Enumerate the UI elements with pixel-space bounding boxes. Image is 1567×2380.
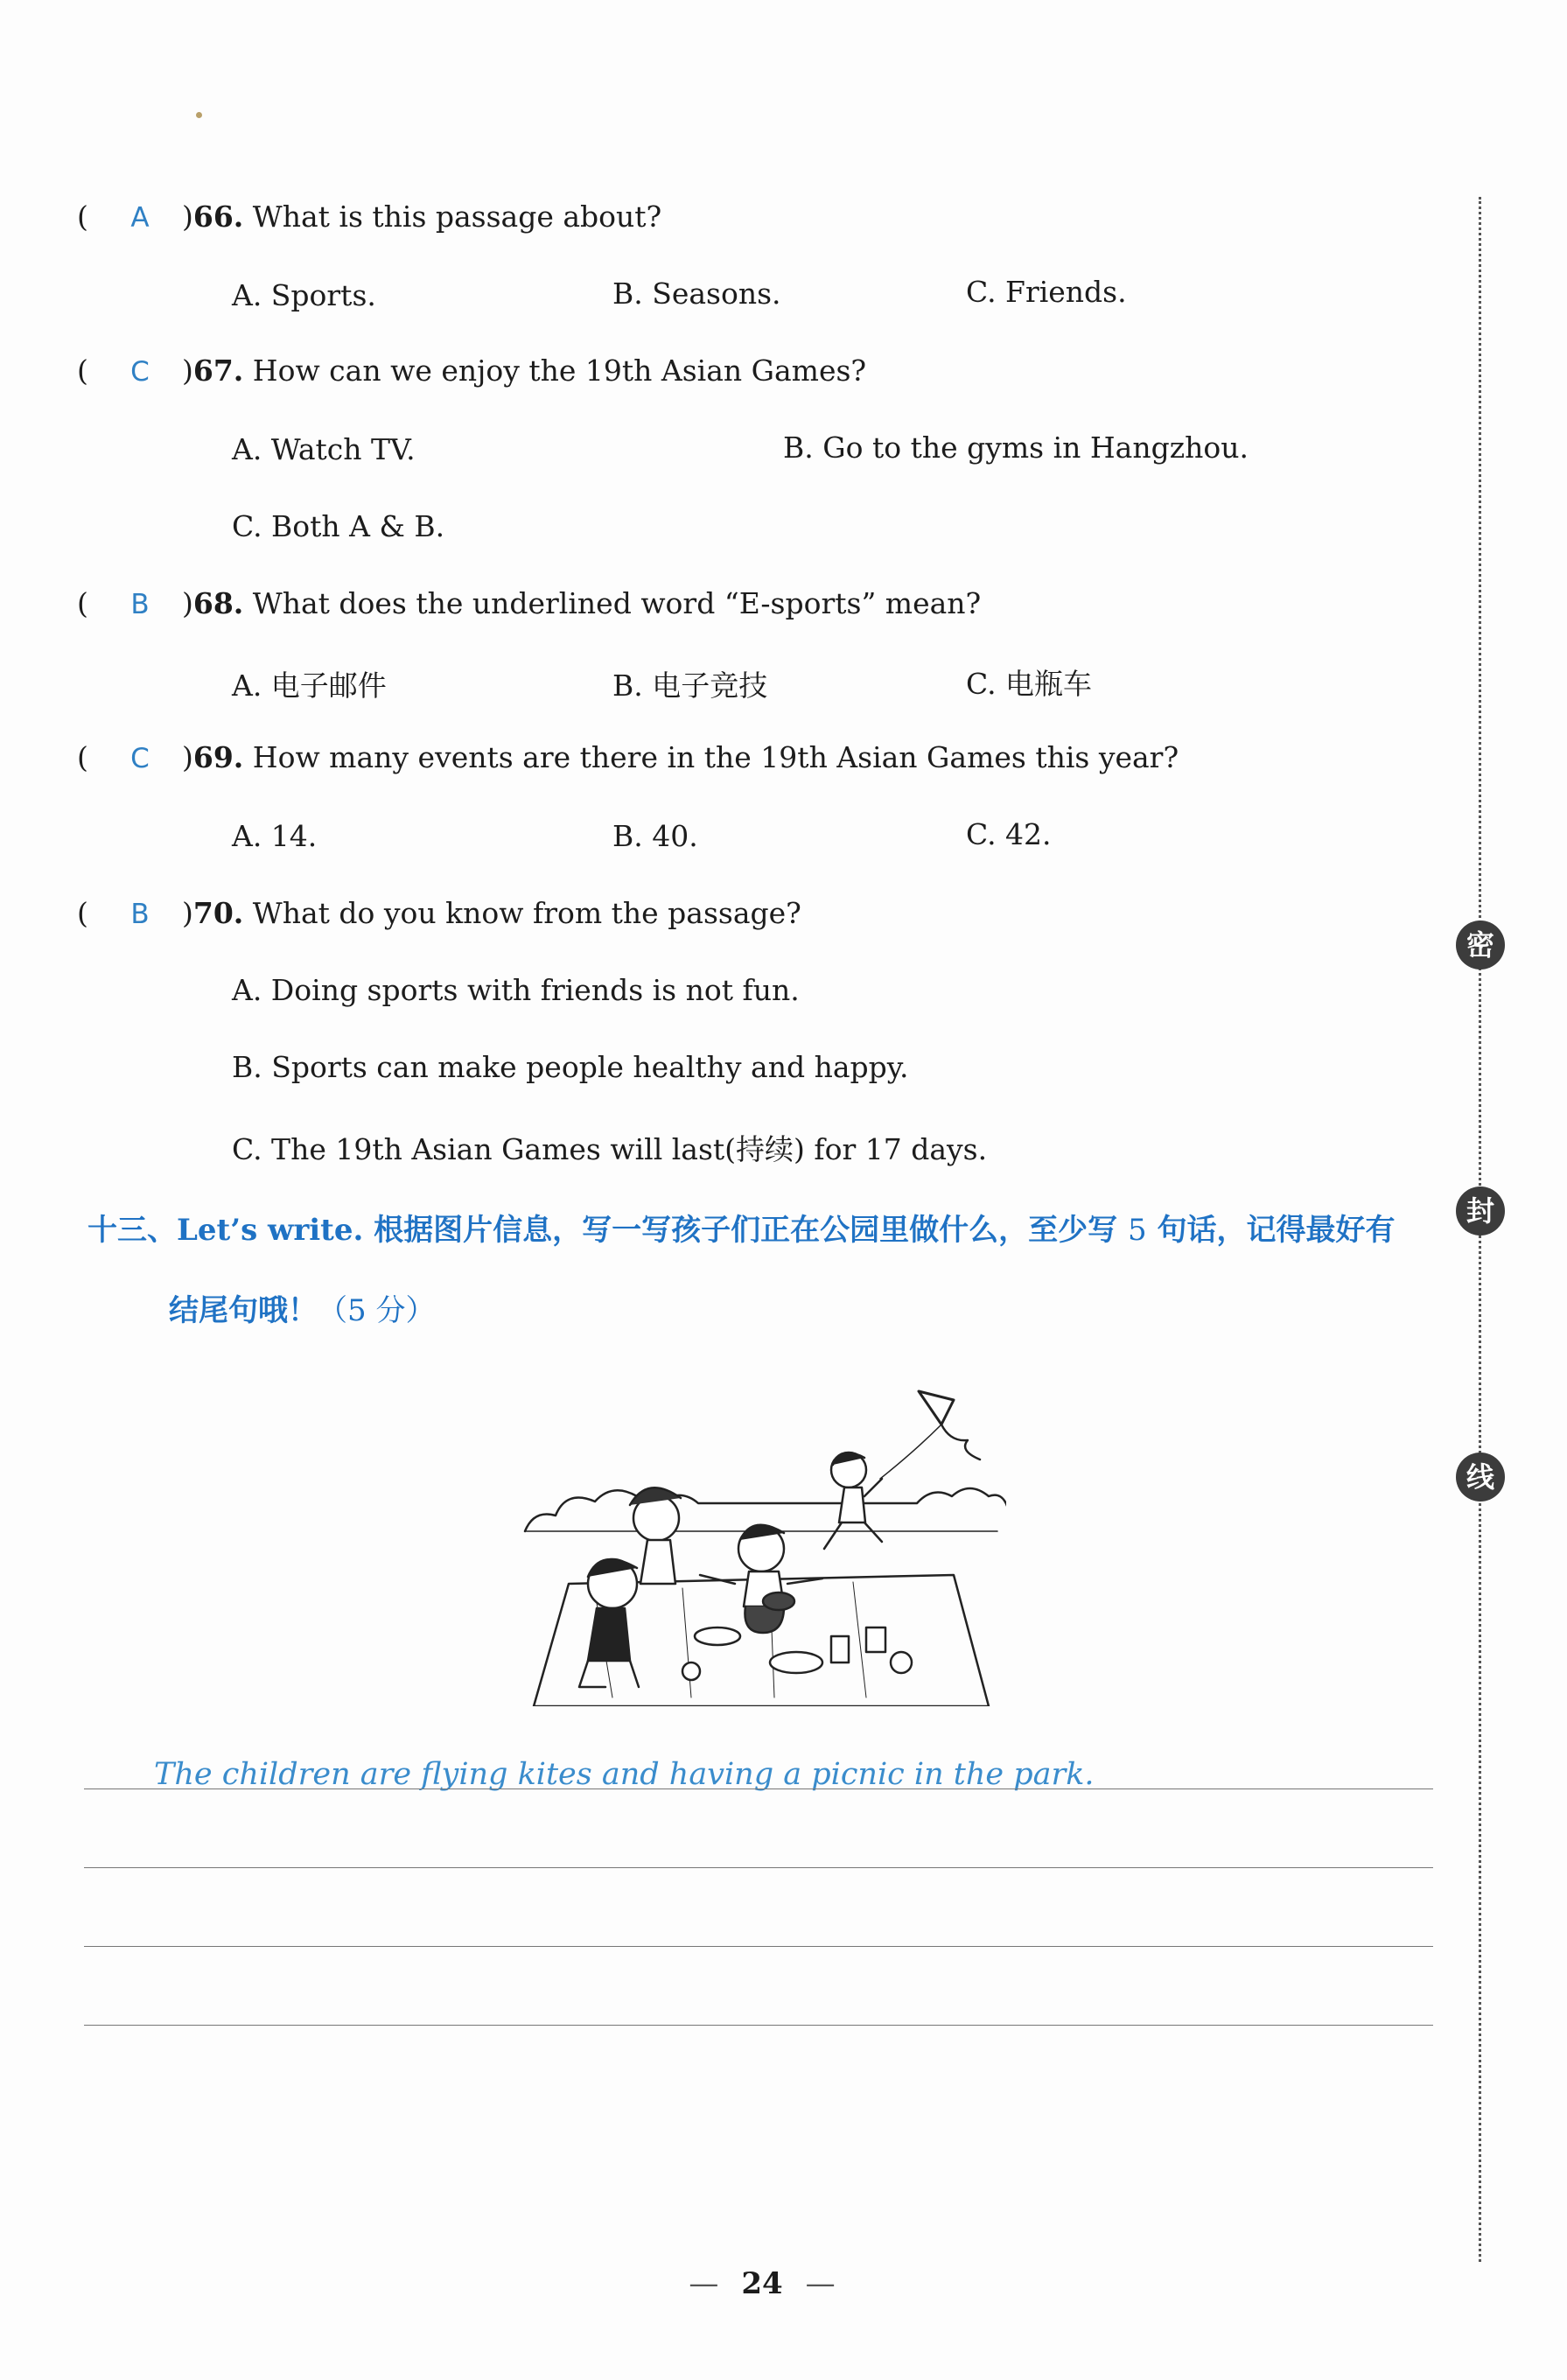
option-67-c: C. Both A & B. [232, 509, 445, 543]
question-text: What does the underlined word “E-sports” mean? [252, 586, 982, 620]
writing-line [84, 1788, 1433, 1789]
seal-xian: 线 [1456, 1452, 1505, 1502]
answer-mark: B [130, 589, 150, 620]
option-67-b: B. Go to the gyms in Hangzhou. [783, 430, 1249, 465]
option-67-a: A. Watch TV. [232, 432, 416, 466]
answer-sentence: The children are flying kites and having a picnic in the park. [154, 1757, 1095, 1792]
page-number: — 24 — [689, 2266, 836, 2301]
option-69-c: C. 42. [966, 817, 1052, 851]
option-66-b: B. Seasons. [612, 276, 781, 311]
section-heading-cont: 结尾句哦！（5 分） [169, 1293, 436, 1328]
question-text: How many events are there in the 19th Asian Games this year? [252, 740, 1179, 774]
writing-line [84, 2025, 1433, 2026]
question-70: ( B )70. What do you know from the passage? [77, 896, 801, 930]
question-text: What is this passage about? [252, 200, 662, 234]
answer-mark: B [130, 899, 150, 930]
answer-mark: C [130, 743, 150, 774]
option-69-b: B. 40. [612, 819, 698, 853]
option-68-b: B. 电子竞技 [612, 668, 768, 703]
option-69-a: A. 14. [232, 819, 318, 853]
section-heading: 十三、Let’s write. 根据图片信息，写一写孩子们正在公园里做什么，至少写 5 句话，记得最好有 [87, 1213, 1396, 1248]
option-66-a: A. Sports. [232, 278, 376, 312]
answer-mark: A [130, 202, 150, 234]
ink-dot [196, 112, 202, 118]
writing-line [84, 1946, 1433, 1947]
question-68: ( B )68. What does the underlined word “E-sports” mean? [77, 586, 982, 620]
writing-line [84, 1867, 1433, 1868]
question-66: ( A )66. What is this passage about? [77, 200, 662, 234]
seal-feng: 封 [1456, 1186, 1505, 1236]
option-68-c: C. 电瓶车 [966, 667, 1093, 701]
question-text: How can we enjoy the 19th Asian Games? [252, 354, 867, 388]
question-text: What do you know from the passage? [252, 896, 801, 930]
option-70-b: B. Sports can make people healthy and happy. [232, 1050, 909, 1084]
option-70-c: C. The 19th Asian Games will last(持续) for 17 days. [232, 1132, 988, 1166]
option-70-a: A. Doing sports with friends is not fun. [232, 973, 800, 1007]
option-66-c: C. Friends. [966, 275, 1127, 309]
picnic-illustration [516, 1374, 1006, 1706]
question-69: ( C )69. How many events are there in the 19th Asian Games this year? [77, 740, 1179, 774]
option-68-a: A. 电子邮件 [232, 668, 387, 703]
answer-mark: C [130, 356, 150, 388]
question-67: ( C )67. How can we enjoy the 19th Asian Games? [77, 354, 867, 388]
seal-mi: 密 [1456, 920, 1505, 970]
